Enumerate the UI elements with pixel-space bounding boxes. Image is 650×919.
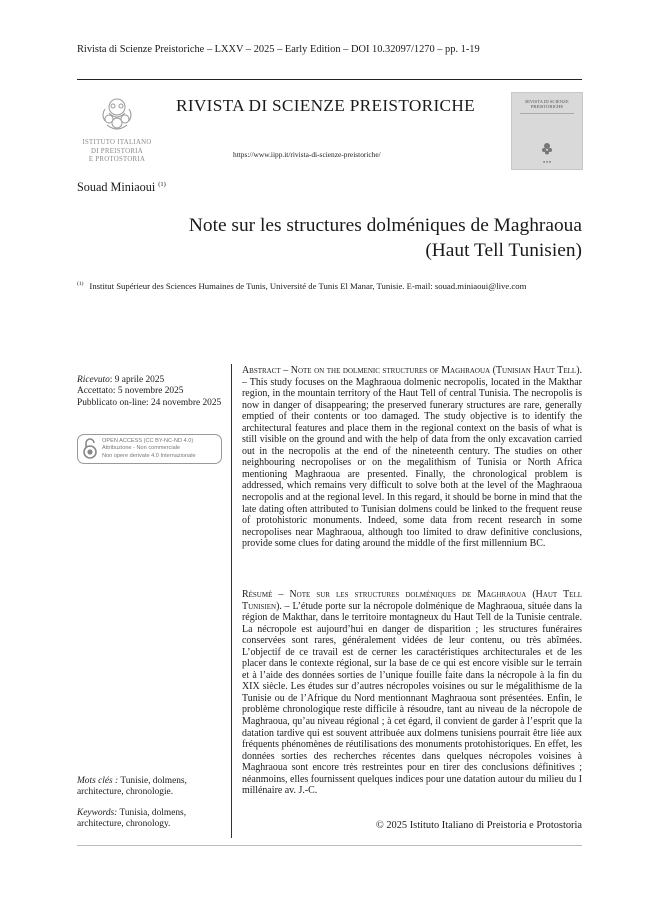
received-label: Ricevuto xyxy=(77,375,110,385)
affiliation xyxy=(77,281,526,291)
keywords-fr-label: Mots clés : xyxy=(77,776,119,786)
affiliation-text: Institut Supérieur des Sciences Humaines de Tunis, Université de Tunis El Manar, Tunisie. E-mail: souad.miniaoui@live.com xyxy=(89,281,527,291)
accepted-date: Accettato: 5 novembre 2025 xyxy=(77,386,184,397)
received-date xyxy=(77,375,222,386)
paper-title-line: (Haut Tell Tunisien) xyxy=(425,240,582,261)
published-date: Pubblicato on-line: 24 novembre 2025 xyxy=(77,397,222,408)
affiliation-mark: (1) xyxy=(77,281,84,288)
abstract-title: Note on the dolmenic structures of Maghraoua (Tunisian Haut Tell). xyxy=(290,365,582,376)
abstract-label: Abstract xyxy=(242,365,281,376)
publication-dates xyxy=(77,375,222,409)
keywords-en-value: Tunisia, dolmens, architecture, chronology. xyxy=(77,808,187,830)
resume-title: Note sur les structures dolméniques de Maghraoua (Haut Tell Tunisien). xyxy=(242,589,582,612)
author-affiliation-mark: (1) xyxy=(158,180,166,188)
copyright-notice: © 2025 Istituto Italiano di Preistoria e Protostoria xyxy=(375,820,582,831)
paper-title xyxy=(189,213,582,263)
skull-emblem-icon xyxy=(97,95,137,133)
keywords-fr-value: Tunisie, dolmens, architecture, chronologie. xyxy=(77,776,187,798)
footer-rule xyxy=(77,845,582,846)
running-header: Rivista di Scienze Preistoriche – LXXV – 2025 – Early Edition – DOI 10.32097/1270 – pp. 1-19 xyxy=(77,44,480,55)
column-divider xyxy=(231,364,232,838)
abstract-en: Abstract – Note on the dolmenic structures of Maghraoua (Tunisian Haut Tell). – This study focuses on the Maghraoua dolmenic necropolis, located in the Makthar region, in the mountain territory of the Haut Tell of central Tunisia. The necropolis is now in danger of disappearing; the preserved funerary structures are rare, generally emptied of their contents or too damaged. The study objective is to identify the architectural features and place them in the regional context on the basis of what is still visible on the ground and with the help of data from the only excavation carried out in the necropolis at the end of the nineteenth century. The studies on other neighbouring necropolises or on the megalithism of Tunisia or North Africa mentioning Maghraoua are presented. Finally, the chronological problem is addressed, which remains very difficult to solve both at the level of the Maghraoua necropolis and at the regional level. In this regard, it should be borne in mind that the late dating often attributed to Tunisian dolmens could be linked to the frequent reuse of protohistoric monuments. Indeed, some data from recent research in some necropolises near Maghraoua, although too limited to draw definitive conclusions, provide some clues for dating around the middle of the first millennium BC. xyxy=(242,365,582,550)
institute-name-line: ISTITUTO ITALIANO xyxy=(82,139,152,146)
cover-emblem-icon xyxy=(540,142,554,155)
author-name xyxy=(77,180,166,195)
abstract-text: – This study focuses on the Maghraoua dolmenic necropolis, located in the Makthar region, in the mountain territory of the Haut Tell of central Tunisia. The necropolis is now in danger of disappearing; the preserved funerary structures are rare, generally emptied of their contents or too damaged. The study objective is to identify the architectural features and place them in the regional context on the basis of what is still visible on the ground and with the help of data from the only excavation carried out in the necropolis at the end of the nineteenth century. The studies on other neighbouring necropolises or on the megalithism of Tunisia or North Africa mentioning Maghraoua are presented. Finally, the chronological problem is addressed, which remains very difficult to solve both at the level of the Maghraoua necropolis and at the regional level. In this regard, it should be borne in mind that the late dating often attributed to Tunisian dolmens could be linked to the frequent reuse of protohistoric monuments. Indeed, some data from recent research in some necropolises near Maghraoua, although too limited to draw definitive conclusions, provide some clues for dating around the middle of the first millennium BC. xyxy=(242,376,582,550)
header-rule xyxy=(77,79,582,80)
paper-title-line: Note sur les structures dolméniques de Maghraoua xyxy=(188,215,582,236)
institute-logo xyxy=(77,95,157,165)
institute-name-line: E PROTOSTORIA xyxy=(88,156,146,164)
keywords-fr xyxy=(77,776,222,799)
journal-url-link[interactable]: https://www.iipp.it/rivista-di-scienze-preistoriche/ xyxy=(233,150,381,159)
license-line: Attribuzione - Non commerciale xyxy=(102,445,181,452)
resume-text: – L’étude porte sur la nécropole dolménique de Maghraoua, située dans la région de Makthar, dans le territoire montagneux du Haut Tell de la Tunisie centrale. La nécropole est aujourd’hui en danger de disparition ; les structures funéraires conservées sont rares, généralement vidées de leur contenu, ou très abîmées. L’objectif de ce travail est de cerner les caractéristiques architecturales et de les placer dans le contexte régional, sur la base de ce qui est encore visible sur le terrain et à l’aide des données sorties de l’unique fouille faite dans la nécropole à la fin du XIX siècle. Les études sur d’autres nécropoles voisines ou sur le mégalithisme de la Tunisie ou de l’Afrique du Nord mentionnant Maghraoua sont présentées. Enfin, le problème chronologique reste difficile à résoudre, tant au niveau de la nécropole de Maghraoua, qu’au niveau régional ; à cet égard, il convient de garder à l’esprit que la datation tardive qui est souvent attribuée aux dolmens tunisiens pourrait être liée aux fréquents phénomènes de réutilisations des monuments protohistoriques. En effet, les données sorties des recherches récentes dans quelques nécropoles voisines à Maghraoua sont encore très restreintes pour en tirer des conclusions définitives ; néanmoins, elles fournissent quelques indices pour une datation autour du milieu du I millénaire av. J.-C. xyxy=(242,600,582,797)
license-line: Non opere derivate 4.0 Internazionale xyxy=(102,452,196,459)
open-access-lock-icon xyxy=(81,437,99,461)
abstract-fr: Résumé – Note sur les structures dolméniques de Maghraoua (Haut Tell Tunisien). – L’étude porte sur la nécropole dolménique de Maghraoua, située dans la région de Makthar, dans le territoire montagneux du Haut Tell de la Tunisie centrale. La nécropole est aujourd’hui en danger de disparition ; les structures funéraires conservées sont rares, généralement vidées de leur contenu, ou très abîmées. L’objectif de ce travail est de cerner les caractéristiques architecturales et de les placer dans le contexte régional, sur la base de ce qui est encore visible sur le terrain et à l’aide des données sorties de l’unique fouille faite dans la nécropole à la fin du XIX siècle. Les études sur d’autres nécropoles voisines ou sur le mégalithisme de la Tunisie ou de l’Afrique du Nord mentionnant Maghraoua sont présentées. Enfin, le problème chronologique reste difficile à résoudre, tant au niveau de la nécropole de Maghraoua, qu’au niveau régional ; à cet égard, il convient de garder à l’esprit que la datation tardive qui est souvent attribuée aux dolmens tunisiens pourrait être liée aux fréquents phénomènes de réutilisations des monuments protohistoriques. En effet, les données sorties des recherches récentes dans quelques nécropoles voisines à Maghraoua sont encore très restreintes pour en tirer des conclusions définitives ; néanmoins, elles fournissent quelques indices pour une datation autour du milieu du I millénaire av. J.-C. xyxy=(242,589,582,797)
keywords-en-label: Keywords: xyxy=(77,808,118,818)
author-name-text: Souad Miniaoui xyxy=(77,180,156,194)
license-line: OPEN ACCESS (CC BY-NC-ND 4.0) xyxy=(102,438,194,445)
keywords-en xyxy=(77,808,222,831)
journal-cover-thumbnail xyxy=(511,92,583,170)
resume-label: Résumé xyxy=(242,589,273,600)
cover-divider xyxy=(520,113,574,114)
cover-footer-mark: ■ ■ ■ xyxy=(542,160,552,164)
journal-title: RIVISTA DI SCIENZE PREISTORICHE xyxy=(176,96,475,115)
open-access-license-badge[interactable] xyxy=(77,434,222,464)
cover-title: RIVISTA DI SCIENZE PREISTORICHE xyxy=(525,99,569,110)
institute-name-line: DI PREISTORIA xyxy=(91,147,143,155)
received-value: : 9 aprile 2025 xyxy=(109,375,165,385)
